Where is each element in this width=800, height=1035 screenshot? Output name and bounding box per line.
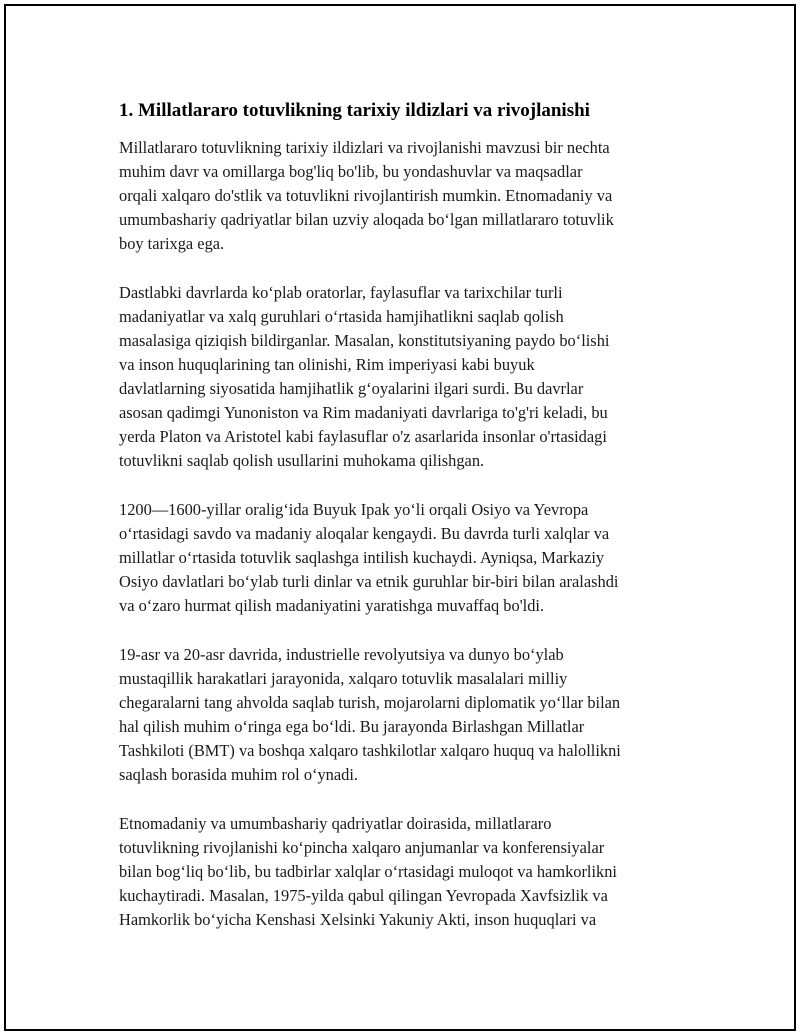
page-frame: [4, 4, 796, 1031]
paragraph-3: 1200—1600-yillar oraligʻida Buyuk Ipak yoʻli orqali Osiyo va Yevropa oʻrtasidagi savdo va madaniy aloqalar kengaydi. Bu davrda turli xalqlar va millatlar oʻrtasida totuvlik saqlashga intilish kuchaydi. Ayniqsa, Markaziy Osiyo davlatlari boʻylab turli dinlar va etnik guruhlar bir-biri bilan aralashdi va oʻzaro hurmat qilish madaniyatini yaratishga muvaffaq bo'ldi.: [119, 500, 619, 615]
paragraph-2: Dastlabki davrlarda koʻplab oratorlar, faylasuflar va tarixchilar turli madaniyatlar va xalq guruhlari oʻrtasida hamjihatlikni saqlab qolish masalasiga qiziqish bildirganlar. Masalan, konstitutsiyaning paydo boʻlishi va inson huquqlarining tan olinishi, Rim imperiyasi kabi buyuk davlatlarning siyosatida hamjihatlik gʻoyalarini ilgari surdi. Bu davrlar asosan qadimgi Yunoniston va Rim madaniyati davrlariga to'g'ri keladi, bu yerda Platon va Aristotel kabi faylasuflar o'z asarlarida insonlar o'rtasidagi totuvlikni saqlab qolish usullarini muhokama qilishgan.: [119, 283, 610, 470]
section-heading: 1. Millatlararo totuvlikning tarixiy ildizlari va rivojlanishi: [119, 100, 590, 121]
paragraph-5: Etnomadaniy va umumbashariy qadriyatlar doirasida, millatlararo totuvlikning rivojlanishi koʻpincha xalqaro anjumanlar va konferensiyalar bilan bogʻliq boʻlib, bu tadbirlar xalqlar oʻrtasidagi muloqot va hamkorlikni kuchaytiradi. Masalan, 1975-yilda qabul qilingan Yevropada Xavfsizlik va Hamkorlik boʻyicha Kenshasi Xelsinki Yakuniy Akti, inson huquqlari va: [119, 814, 617, 929]
document-body: [119, 98, 699, 957]
paragraph-4: 19-asr va 20-asr davrida, industrielle revolyutsiya va dunyo boʻylab mustaqillik harakatlari jarayonida, xalqaro totuvlik masalalari milliy chegaralarni tang ahvolda saqlab turish, mojarolarni diplomatik yoʻllar bilan hal qilish muhim oʻringa ega boʻldi. Bu jarayonda Birlashgan Millatlar Tashkiloti (BMT) va boshqa xalqaro tashkilotlar xalqaro huquq va halollikni saqlash borasida muhim rol oʻynadi.: [119, 645, 621, 784]
paragraph-1: Millatlararo totuvlikning tarixiy ildizlari va rivojlanishi mavzusi bir nechta muhim davr va omillarga bog'liq bo'lib, bu yondashuvlar va maqsadlar orqali xalqaro do'stlik va totuvlikni rivojlantirish mumkin. Etnomadaniy va umumbashariy qadriyatlar bilan uzviy aloqada boʻlgan millatlararo totuvlik boy tarixga ega.: [119, 138, 614, 253]
